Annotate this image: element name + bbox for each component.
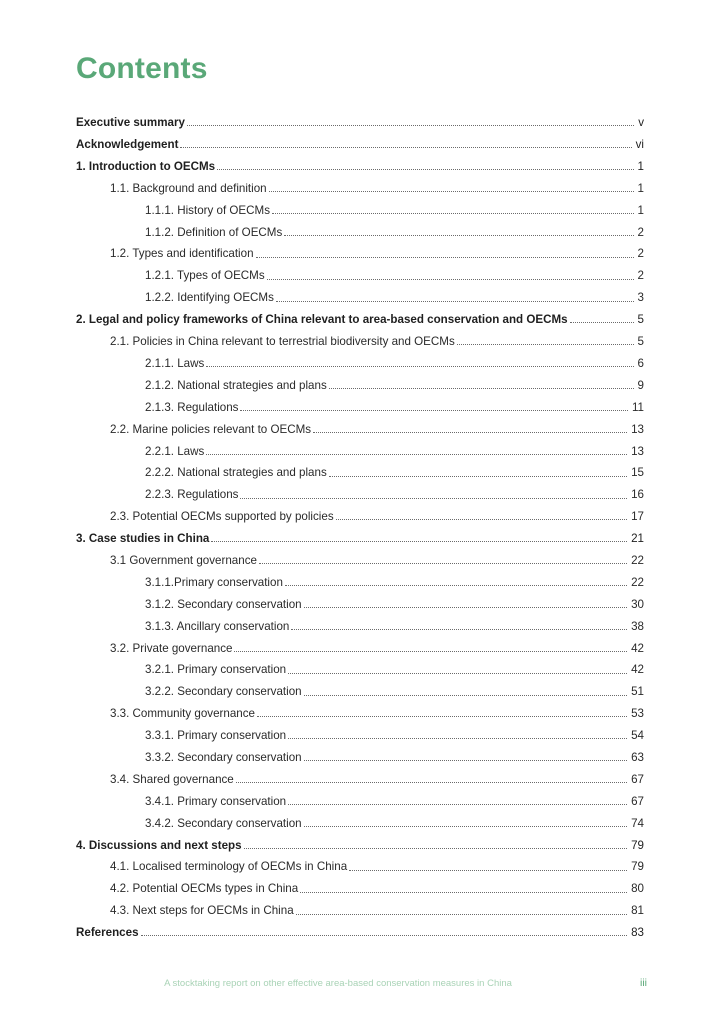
toc-entry-page-number: vi xyxy=(635,138,644,152)
toc-entry[interactable] xyxy=(0,681,724,703)
toc-entry-page-number: 79 xyxy=(631,838,644,852)
toc-dot-leader xyxy=(291,629,627,630)
toc-dot-leader xyxy=(288,738,627,739)
toc-dot-leader xyxy=(304,607,627,608)
toc-entry[interactable] xyxy=(0,528,724,550)
toc-entry[interactable] xyxy=(0,834,724,856)
toc-entry-page-number: 67 xyxy=(631,794,644,808)
toc-entry-label: 2.1.3. Regulations xyxy=(145,400,239,414)
footer-page-number: iii xyxy=(640,977,647,989)
toc-entry[interactable] xyxy=(0,440,724,462)
toc-entry[interactable] xyxy=(0,856,724,878)
toc-entry-page-number: v xyxy=(638,116,644,130)
toc-entry-label: Executive summary xyxy=(76,116,185,130)
toc-entry-page-number: 22 xyxy=(631,575,644,589)
toc-dot-leader xyxy=(236,782,627,783)
toc-dot-leader xyxy=(336,519,627,520)
toc-entry-page-number: 1 xyxy=(637,159,644,173)
toc-entry[interactable] xyxy=(0,397,724,419)
toc-dot-leader xyxy=(296,914,627,915)
toc-entry-label: 3. Case studies in China xyxy=(76,532,210,546)
toc-entry-page-number: 74 xyxy=(631,816,644,830)
toc-entry[interactable] xyxy=(0,572,724,594)
toc-entry-label: 2.2.2. National strategies and plans xyxy=(145,466,327,480)
toc-dot-leader xyxy=(349,870,627,871)
toc-entry-label: 1. Introduction to OECMs xyxy=(76,159,216,173)
toc-entry-page-number: 22 xyxy=(631,553,644,567)
toc-entry-page-number: 6 xyxy=(637,356,644,370)
toc-dot-leader xyxy=(570,322,634,323)
toc-entry-page-number: 42 xyxy=(631,663,644,677)
toc-entry-label: 4.2. Potential OECMs types in China xyxy=(110,882,299,896)
toc-entry[interactable] xyxy=(0,506,724,528)
footer-report-title-text: A stocktaking report on other effective area-based conservation measures in China xyxy=(164,978,512,989)
toc-entry[interactable] xyxy=(0,550,724,572)
toc-entry-page-number: 1 xyxy=(637,203,644,217)
toc-entry-page-number: 9 xyxy=(637,378,644,392)
toc-entry[interactable] xyxy=(0,462,724,484)
toc-entry-page-number: 5 xyxy=(637,335,644,349)
toc-entry[interactable] xyxy=(0,791,724,813)
toc-dot-leader xyxy=(257,716,627,717)
toc-entry-label: 2.2.1. Laws xyxy=(145,444,205,458)
toc-entry-label: 2.2. Marine policies relevant to OECMs xyxy=(110,422,312,436)
toc-entry-label: 3.3.1. Primary conservation xyxy=(145,729,287,743)
toc-entry-page-number: 30 xyxy=(631,597,644,611)
toc-entry[interactable] xyxy=(0,287,724,309)
toc-dot-leader xyxy=(180,147,631,148)
toc-dot-leader xyxy=(217,169,633,170)
toc-entry-page-number: 11 xyxy=(631,400,644,414)
toc-entry-label: 1.2.2. Identifying OECMs xyxy=(145,291,274,305)
toc-entry-label: 1.1.2. Definition of OECMs xyxy=(145,225,283,239)
toc-dot-leader xyxy=(329,476,627,477)
toc-entry-page-number: 1 xyxy=(637,181,644,195)
toc-entry[interactable] xyxy=(0,200,724,222)
toc-entry-label: 3.2.2. Secondary conservation xyxy=(145,685,302,699)
toc-entry-label: 3.4.1. Primary conservation xyxy=(145,794,287,808)
toc-dot-leader xyxy=(272,213,634,214)
toc-dot-leader xyxy=(240,410,627,411)
toc-dot-leader xyxy=(269,191,634,192)
toc-dot-leader xyxy=(304,760,627,761)
toc-entry[interactable] xyxy=(0,615,724,637)
toc-entry[interactable] xyxy=(0,637,724,659)
toc-entry-label: 3.2.1. Primary conservation xyxy=(145,663,287,677)
toc-entry-page-number: 51 xyxy=(631,685,644,699)
toc-entry-label: 3.1.2. Secondary conservation xyxy=(145,597,302,611)
toc-entry-label: 3.1.1.Primary conservation xyxy=(145,575,283,589)
toc-dot-leader xyxy=(284,235,633,236)
toc-entry-page-number: 79 xyxy=(631,860,644,874)
toc-entry[interactable] xyxy=(0,331,724,353)
toc-entry-page-number: 17 xyxy=(631,510,644,524)
toc-entry-label: 3.1.3. Ancillary conservation xyxy=(145,619,290,633)
table-of-contents xyxy=(0,112,724,944)
toc-entry-page-number: 54 xyxy=(631,729,644,743)
toc-entry[interactable] xyxy=(0,156,724,178)
toc-entry[interactable] xyxy=(0,178,724,200)
toc-entry[interactable] xyxy=(0,878,724,900)
toc-dot-leader xyxy=(259,563,627,564)
toc-entry-label: 2.2.3. Regulations xyxy=(145,488,239,502)
toc-entry-label: 2.1.1. Laws xyxy=(145,356,205,370)
toc-entry-page-number: 2 xyxy=(637,269,644,283)
toc-entry-label: 2.1. Policies in China relevant to terrestrial biodiversity and OECMs xyxy=(110,335,455,349)
toc-entry-page-number: 2 xyxy=(637,225,644,239)
toc-entry-label: 3.4.2. Secondary conservation xyxy=(145,816,302,830)
toc-entry-page-number: 2 xyxy=(637,247,644,261)
toc-dot-leader xyxy=(457,344,634,345)
toc-entry[interactable] xyxy=(0,747,724,769)
footer-report-title xyxy=(0,978,724,989)
toc-entry-label: 2. Legal and policy frameworks of China relevant to area-based conservation and OECMs xyxy=(76,313,568,327)
toc-entry-label: 1.2.1. Types of OECMs xyxy=(145,269,265,283)
toc-entry-page-number: 21 xyxy=(631,532,644,546)
toc-entry-page-number: 3 xyxy=(637,291,644,305)
toc-entry-label: 3.3. Community governance xyxy=(110,707,255,721)
toc-entry-page-number: 83 xyxy=(631,926,644,940)
toc-entry[interactable] xyxy=(0,353,724,375)
toc-entry[interactable] xyxy=(0,594,724,616)
toc-dot-leader xyxy=(206,366,633,367)
toc-entry-label: 3.2. Private governance xyxy=(110,641,233,655)
toc-entry[interactable] xyxy=(0,221,724,243)
toc-entry-label: 4. Discussions and next steps xyxy=(76,838,242,852)
toc-entry[interactable] xyxy=(0,659,724,681)
toc-entry-label: 1.1. Background and definition xyxy=(110,181,267,195)
toc-dot-leader xyxy=(288,673,627,674)
toc-entry-page-number: 15 xyxy=(631,466,644,480)
toc-dot-leader xyxy=(304,695,627,696)
toc-dot-leader xyxy=(288,804,627,805)
toc-entry-label: 1.1.1. History of OECMs xyxy=(145,203,270,217)
toc-entry[interactable] xyxy=(0,265,724,287)
toc-entry[interactable] xyxy=(0,484,724,506)
toc-entry-page-number: 63 xyxy=(631,750,644,764)
toc-entry-page-number: 80 xyxy=(631,882,644,896)
page-title: Contents xyxy=(76,52,208,85)
toc-entry[interactable] xyxy=(0,112,724,134)
toc-dot-leader xyxy=(300,892,627,893)
toc-entry[interactable] xyxy=(0,900,724,922)
toc-dot-leader xyxy=(234,651,627,652)
toc-dot-leader xyxy=(329,388,634,389)
toc-entry[interactable] xyxy=(0,243,724,265)
toc-entry[interactable] xyxy=(0,418,724,440)
toc-entry-label: References xyxy=(76,926,139,940)
toc-entry[interactable] xyxy=(0,769,724,791)
toc-entry-label: 3.1 Government governance xyxy=(110,553,257,567)
toc-dot-leader xyxy=(244,848,628,849)
toc-entry[interactable] xyxy=(0,725,724,747)
toc-dot-leader xyxy=(304,826,627,827)
toc-dot-leader xyxy=(313,432,627,433)
toc-entry-page-number: 13 xyxy=(631,422,644,436)
toc-entry-page-number: 5 xyxy=(637,313,644,327)
toc-entry-page-number: 13 xyxy=(631,444,644,458)
toc-entry-label: 3.4. Shared governance xyxy=(110,772,234,786)
toc-entry[interactable] xyxy=(0,375,724,397)
toc-entry[interactable] xyxy=(0,134,724,156)
toc-entry-page-number: 67 xyxy=(631,772,644,786)
toc-entry-page-number: 16 xyxy=(631,488,644,502)
toc-dot-leader xyxy=(276,301,634,302)
toc-dot-leader xyxy=(187,125,634,126)
toc-entry-label: 1.2. Types and identification xyxy=(110,247,254,261)
toc-entry-label: 4.1. Localised terminology of OECMs in China xyxy=(110,860,348,874)
toc-entry-label: 4.3. Next steps for OECMs in China xyxy=(110,904,294,918)
toc-entry-label: 2.3. Potential OECMs supported by policies xyxy=(110,510,334,524)
toc-entry[interactable] xyxy=(0,703,724,725)
toc-entry-label: 2.1.2. National strategies and plans xyxy=(145,378,327,392)
toc-entry[interactable] xyxy=(0,813,724,835)
toc-entry-page-number: 81 xyxy=(631,904,644,918)
toc-dot-leader xyxy=(256,257,634,258)
toc-dot-leader xyxy=(240,498,627,499)
toc-entry-page-number: 38 xyxy=(631,619,644,633)
toc-entry-page-number: 42 xyxy=(631,641,644,655)
toc-entry[interactable] xyxy=(0,922,724,944)
toc-entry-label: Acknowledgement xyxy=(76,138,179,152)
toc-entry-page-number: 53 xyxy=(631,707,644,721)
toc-entry[interactable] xyxy=(0,309,724,331)
toc-dot-leader xyxy=(267,279,634,280)
toc-dot-leader xyxy=(141,935,628,936)
toc-dot-leader xyxy=(285,585,627,586)
toc-dot-leader xyxy=(206,454,627,455)
toc-entry-label: 3.3.2. Secondary conservation xyxy=(145,750,302,764)
toc-dot-leader xyxy=(211,541,627,542)
